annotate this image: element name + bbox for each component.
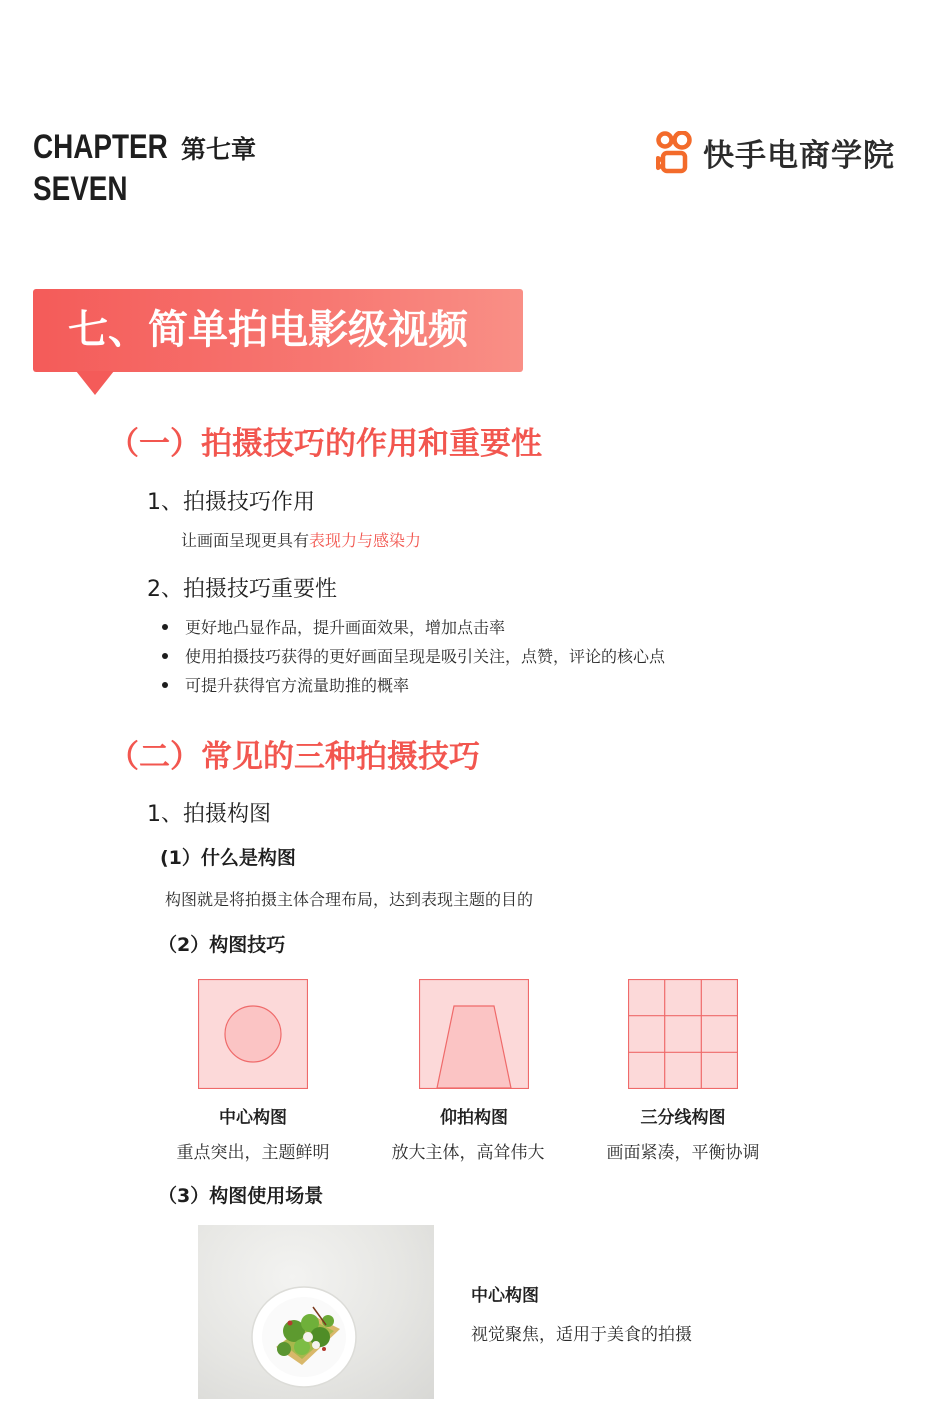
section1-item2-title: 2、拍摄技巧重要性 (147, 577, 337, 602)
bullet-dot-icon (162, 682, 168, 688)
q1-text: 构图就是将拍摄主体合理布局，达到表现主题的目的 (165, 890, 534, 909)
scene-title: 中心构图 (471, 1286, 539, 1306)
food-plate-photo (198, 1225, 434, 1399)
diagram-title-thirds: 三分线构图 (640, 1108, 726, 1128)
chapter-cn: 第七章 (181, 135, 257, 164)
section2-title: （二）常见的三种拍摄技巧 (108, 739, 480, 775)
chapter-label (33, 126, 168, 210)
scene-desc: 视觉聚焦，适用于美食的拍摄 (471, 1325, 692, 1345)
section1-item1-title: 1、拍摄技巧作用 (147, 490, 315, 515)
diagram-desc-thirds: 画面紧凑，平衡协调 (606, 1143, 760, 1163)
bullet-dot-icon (162, 624, 168, 630)
food-plate-icon (198, 1225, 434, 1399)
low-angle-composition-icon (419, 979, 529, 1089)
item1-text-prefix: 让画面呈现更具有 (181, 531, 310, 550)
diagram-title-low-angle: 仰拍构图 (440, 1108, 508, 1128)
page-title: 七、简单拍电影级视频 (68, 307, 468, 353)
q1-title: (1）什么是构图 (160, 847, 296, 869)
chapter-line2: SEVEN (33, 170, 128, 208)
diagram-title-center: 中心构图 (219, 1108, 287, 1128)
bullet-text: 使用拍摄技巧获得的更好画面呈现是吸引关注，点赞，评论的核心点 (185, 647, 666, 666)
diagram-desc-low-angle: 放大主体，高耸伟大 (391, 1143, 545, 1163)
center-composition-icon (198, 979, 308, 1089)
importance-bullet-list (158, 613, 665, 700)
diagram-desc-center: 重点突出，主题鲜明 (176, 1143, 330, 1163)
bullet-text: 更好地凸显作品，提升画面效果，增加点击率 (185, 618, 506, 637)
section1-item1-text (181, 528, 421, 551)
section2-item1-title: 1、拍摄构图 (147, 802, 271, 827)
banner-tail (76, 371, 114, 395)
item1-text-highlight: 表现力与感染力 (309, 531, 422, 550)
kuaishou-logo-icon (655, 131, 695, 175)
bullet-item (158, 671, 665, 700)
brand (655, 130, 895, 175)
bullet-item (158, 613, 665, 642)
bullet-text: 可提升获得官方流量助推的概率 (185, 676, 410, 695)
section1-title: （一）拍摄技巧的作用和重要性 (108, 426, 542, 462)
bullet-item (158, 642, 665, 671)
bullet-dot-icon (162, 653, 168, 659)
chapter-line1: CHAPTER (33, 128, 168, 166)
q3-title: （3）构图使用场景 (158, 1185, 324, 1207)
rule-of-thirds-icon (628, 979, 738, 1089)
brand-name: 快手电商学院 (703, 138, 895, 174)
q2-title: （2）构图技巧 (158, 934, 286, 956)
